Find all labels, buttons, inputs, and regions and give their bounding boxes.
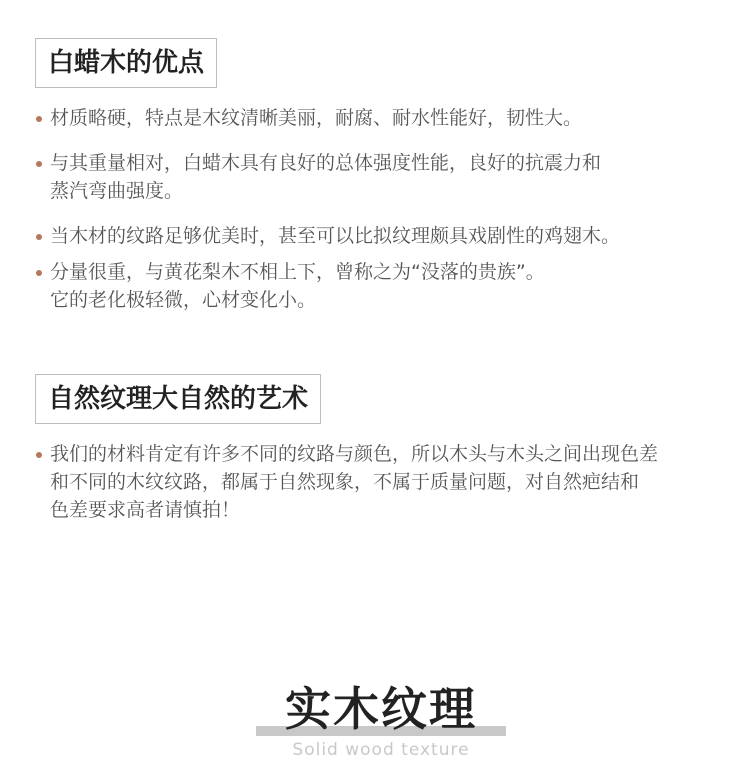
section-heading-natural-texture: 自然纹理大自然的艺术: [35, 374, 321, 424]
list-item: [35, 149, 735, 205]
natural-texture-list: [35, 440, 735, 524]
list-item-text: 我们的材料肯定有许多不同的纹路与颜色，所以木头与木头之间出现色差: [50, 443, 659, 465]
list-item: [35, 440, 735, 524]
footer-title: 实木纹理: [285, 682, 477, 736]
list-item-text: 和不同的木纹纹路，都属于自然现象，不属于质量问题，对自然疤结和: [50, 471, 640, 493]
list-item: [35, 104, 735, 132]
list-item-text: 它的老化极轻微，心材变化小。: [50, 289, 317, 311]
advantages-list: [35, 104, 735, 314]
bullet-dot-icon: [36, 116, 42, 122]
list-item-text: 分量很重，与黄花梨木不相上下，曾称之为“没落的贵族”。: [50, 261, 545, 283]
list-item: [35, 222, 735, 250]
footer-title-block: [256, 682, 506, 760]
list-item: [35, 258, 735, 314]
section-heading-advantages: 白蜡木的优点: [35, 38, 217, 88]
bullet-dot-icon: [36, 270, 42, 276]
bullet-dot-icon: [36, 234, 42, 240]
list-item-text: 当木材的纹路足够优美时，甚至可以比拟纹理颇具戏剧性的鸡翅木。: [50, 225, 621, 247]
footer-subtitle: Solid wood texture: [292, 740, 470, 760]
list-item-text: 与其重量相对，白蜡木具有良好的总体强度性能，良好的抗震力和: [50, 152, 602, 174]
list-item-text: 蒸汽弯曲强度。: [50, 180, 184, 202]
bullet-dot-icon: [36, 452, 42, 458]
bullet-dot-icon: [36, 161, 42, 167]
list-item-text: 材质略硬，特点是木纹清晰美丽，耐腐、耐水性能好，韧性大。: [50, 107, 583, 129]
list-item-text: 色差要求高者请慎拍！: [50, 499, 241, 521]
